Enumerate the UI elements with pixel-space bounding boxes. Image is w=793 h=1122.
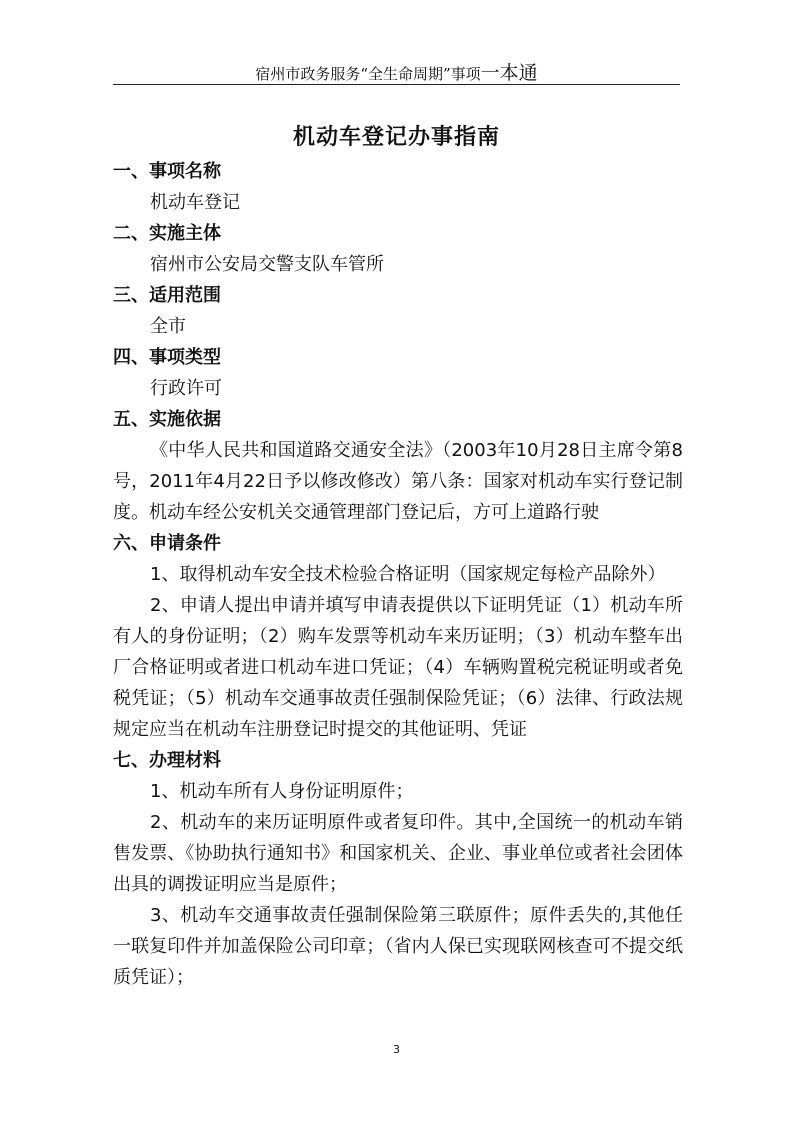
condition-item-1: 1、取得机动车安全技术检验合格证明（国家规定每检产品除外）	[150, 564, 666, 585]
condition-item-2: 2、申请人提出申请并填写申请表提供以下证明凭证（1）机动车所有人的身份证明；（2）购车发票等机动车来历证明；（3）机动车整车出厂合格证明或者进口机动车进口凭证；（4）车辆购置税完税证明或者免税凭证；（5）机动车交通事故责任强制保险凭证；（6）法律、行政法规规定应当在机动车注册登记时提交的其他证明、凭证	[113, 595, 683, 740]
section-value-item-name: 机动车登记	[150, 192, 240, 213]
section-value-implementing-body: 宿州市公安局交警支队车管所	[150, 254, 384, 275]
page-number: 3	[393, 1043, 400, 1056]
document-body	[113, 156, 683, 993]
section-heading-scope: 三、适用范围	[113, 285, 221, 306]
material-item-2: 2、机动车的来历证明原件或者复印件。其中,全国统一的机动车销售发票、《协助执行通知书》和国家机关、企业、事业单位或者社会团体出具的调拨证明应当是原件；	[113, 812, 683, 895]
section-heading-implementing-body: 二、实施主体	[113, 223, 221, 244]
section-text-legal-basis: 《中华人民共和国道路交通安全法》（2003年10月28日主席令第8号，2011年4月22日予以修改修改）第八条：国家对机动车实行登记制度。机动车经公安机关交通管理部门登记后，方可上道路行驶	[113, 440, 683, 523]
section-heading-conditions: 六、申请条件	[113, 533, 221, 554]
material-item-3: 3、机动车交通事故责任强制保险第三联原件；原件丢失的,其他任一联复印件并加盖保险公司印章；（省内人保已实现联网核查可不提交纸质凭证）；	[113, 905, 683, 988]
document-title: 机动车登记办事指南	[292, 125, 500, 150]
running-header	[0, 58, 793, 85]
section-heading-item-name: 一、事项名称	[113, 161, 221, 182]
section-heading-materials: 七、办理材料	[113, 750, 221, 771]
header-divider	[113, 84, 680, 85]
header-text-large: 一本通	[480, 62, 538, 84]
material-item-1: 1、机动车所有人身份证明原件；	[150, 781, 414, 802]
section-heading-item-type: 四、事项类型	[113, 347, 221, 368]
section-value-item-type: 行政许可	[150, 378, 222, 399]
section-heading-legal-basis: 五、实施依据	[113, 409, 221, 430]
header-text: 宿州市政务服务“全生命周期”事项	[255, 65, 481, 83]
section-value-scope: 全市	[150, 316, 186, 337]
